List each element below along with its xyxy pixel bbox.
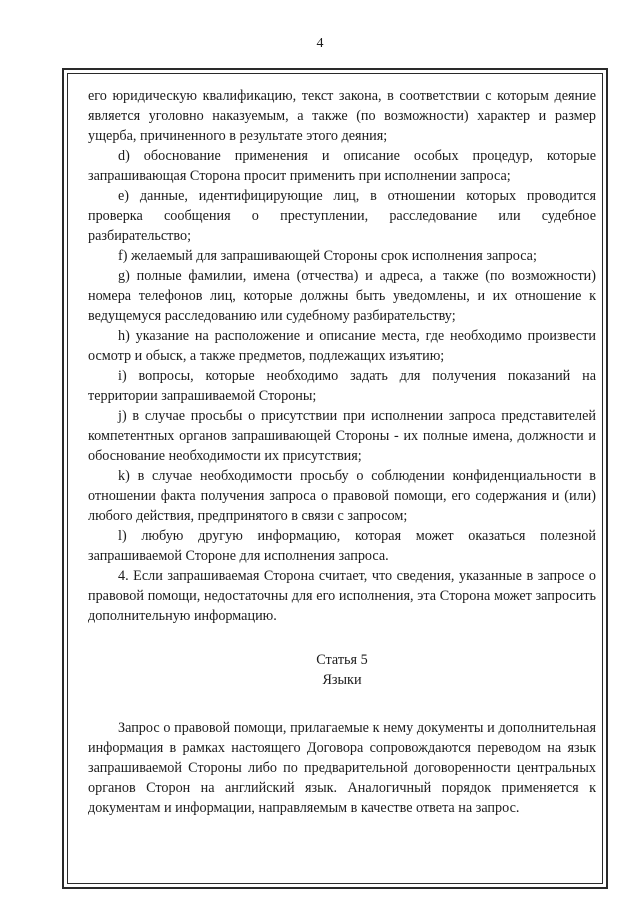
paragraph-continuation: его юридическую квалификацию, текст закона, в соответствии с которым деяние является уголовно наказуемым, а также (по возможности) характер и размер ущерба, причиненного в результате этого деяния; [88,88,596,144]
article-title: Языки [322,672,362,688]
paragraph-item-i: i) вопросы, которые необходимо задать для получения показаний на территории запрашиваемой Стороны; [88,368,596,404]
paragraph-item-g: g) полные фамилии, имена (отчества) и адреса, а также (по возможности) номера телефонов лиц, которые должны быть уведомлены, и их отношение к ведущемуся расследованию или судебному разбирательству; [88,268,596,324]
paragraph-point-4: 4. Если запрашиваемая Сторона считает, что сведения, указанные в запросе о правовой помощи, недостаточны для его исполнения, эта Сторона может запросить дополнительную информацию. [88,568,596,624]
article-heading [88,650,596,690]
paragraph-item-j: j) в случае просьбы о присутствии при исполнении запроса представителей компетентных органов запрашивающей Стороны - их полные имена, должности и обоснование необходимости их присутствия; [88,408,596,464]
paragraph-item-f: f) желаемый для запрашивающей Стороны срок исполнения запроса; [118,248,537,264]
paragraph-item-h: h) указание на расположение и описание места, где необходимо произвести осмотр и обыск, а также предметов, подлежащих изъятию; [88,328,596,364]
page-number: 4 [316,36,324,51]
document-body [88,86,596,818]
article-number: Статья 5 [316,652,368,668]
paragraph-item-k: k) в случае необходимости просьбу о соблюдении конфиденциальности в отношении факта получения запроса о правовой помощи, его содержания и (или) любого действия, предпринятого в связи с запросом; [88,468,596,524]
article-text: Запрос о правовой помощи, прилагаемые к нему документы и дополнительная информация в рамках настоящего Договора сопровождаются переводом на язык запрашиваемой Стороны либо по предварительной договоренности центральных органов Сторон на английский язык. Аналогичный порядок применяется к документам и информации, направляемым в качестве ответа на запрос. [88,720,596,816]
paragraph-item-e: e) данные, идентифицирующие лиц, в отношении которых проводится проверка сообщения о преступлении, расследование или судебное разбирательство; [88,188,596,244]
paragraph-item-d: d) обоснование применения и описание особых процедур, которые запрашивающая Сторона просит применить при исполнении запроса; [88,148,596,184]
paragraph-item-l: l) любую другую информацию, которая может оказаться полезной запрашиваемой Стороне для исполнения запроса. [88,528,596,564]
